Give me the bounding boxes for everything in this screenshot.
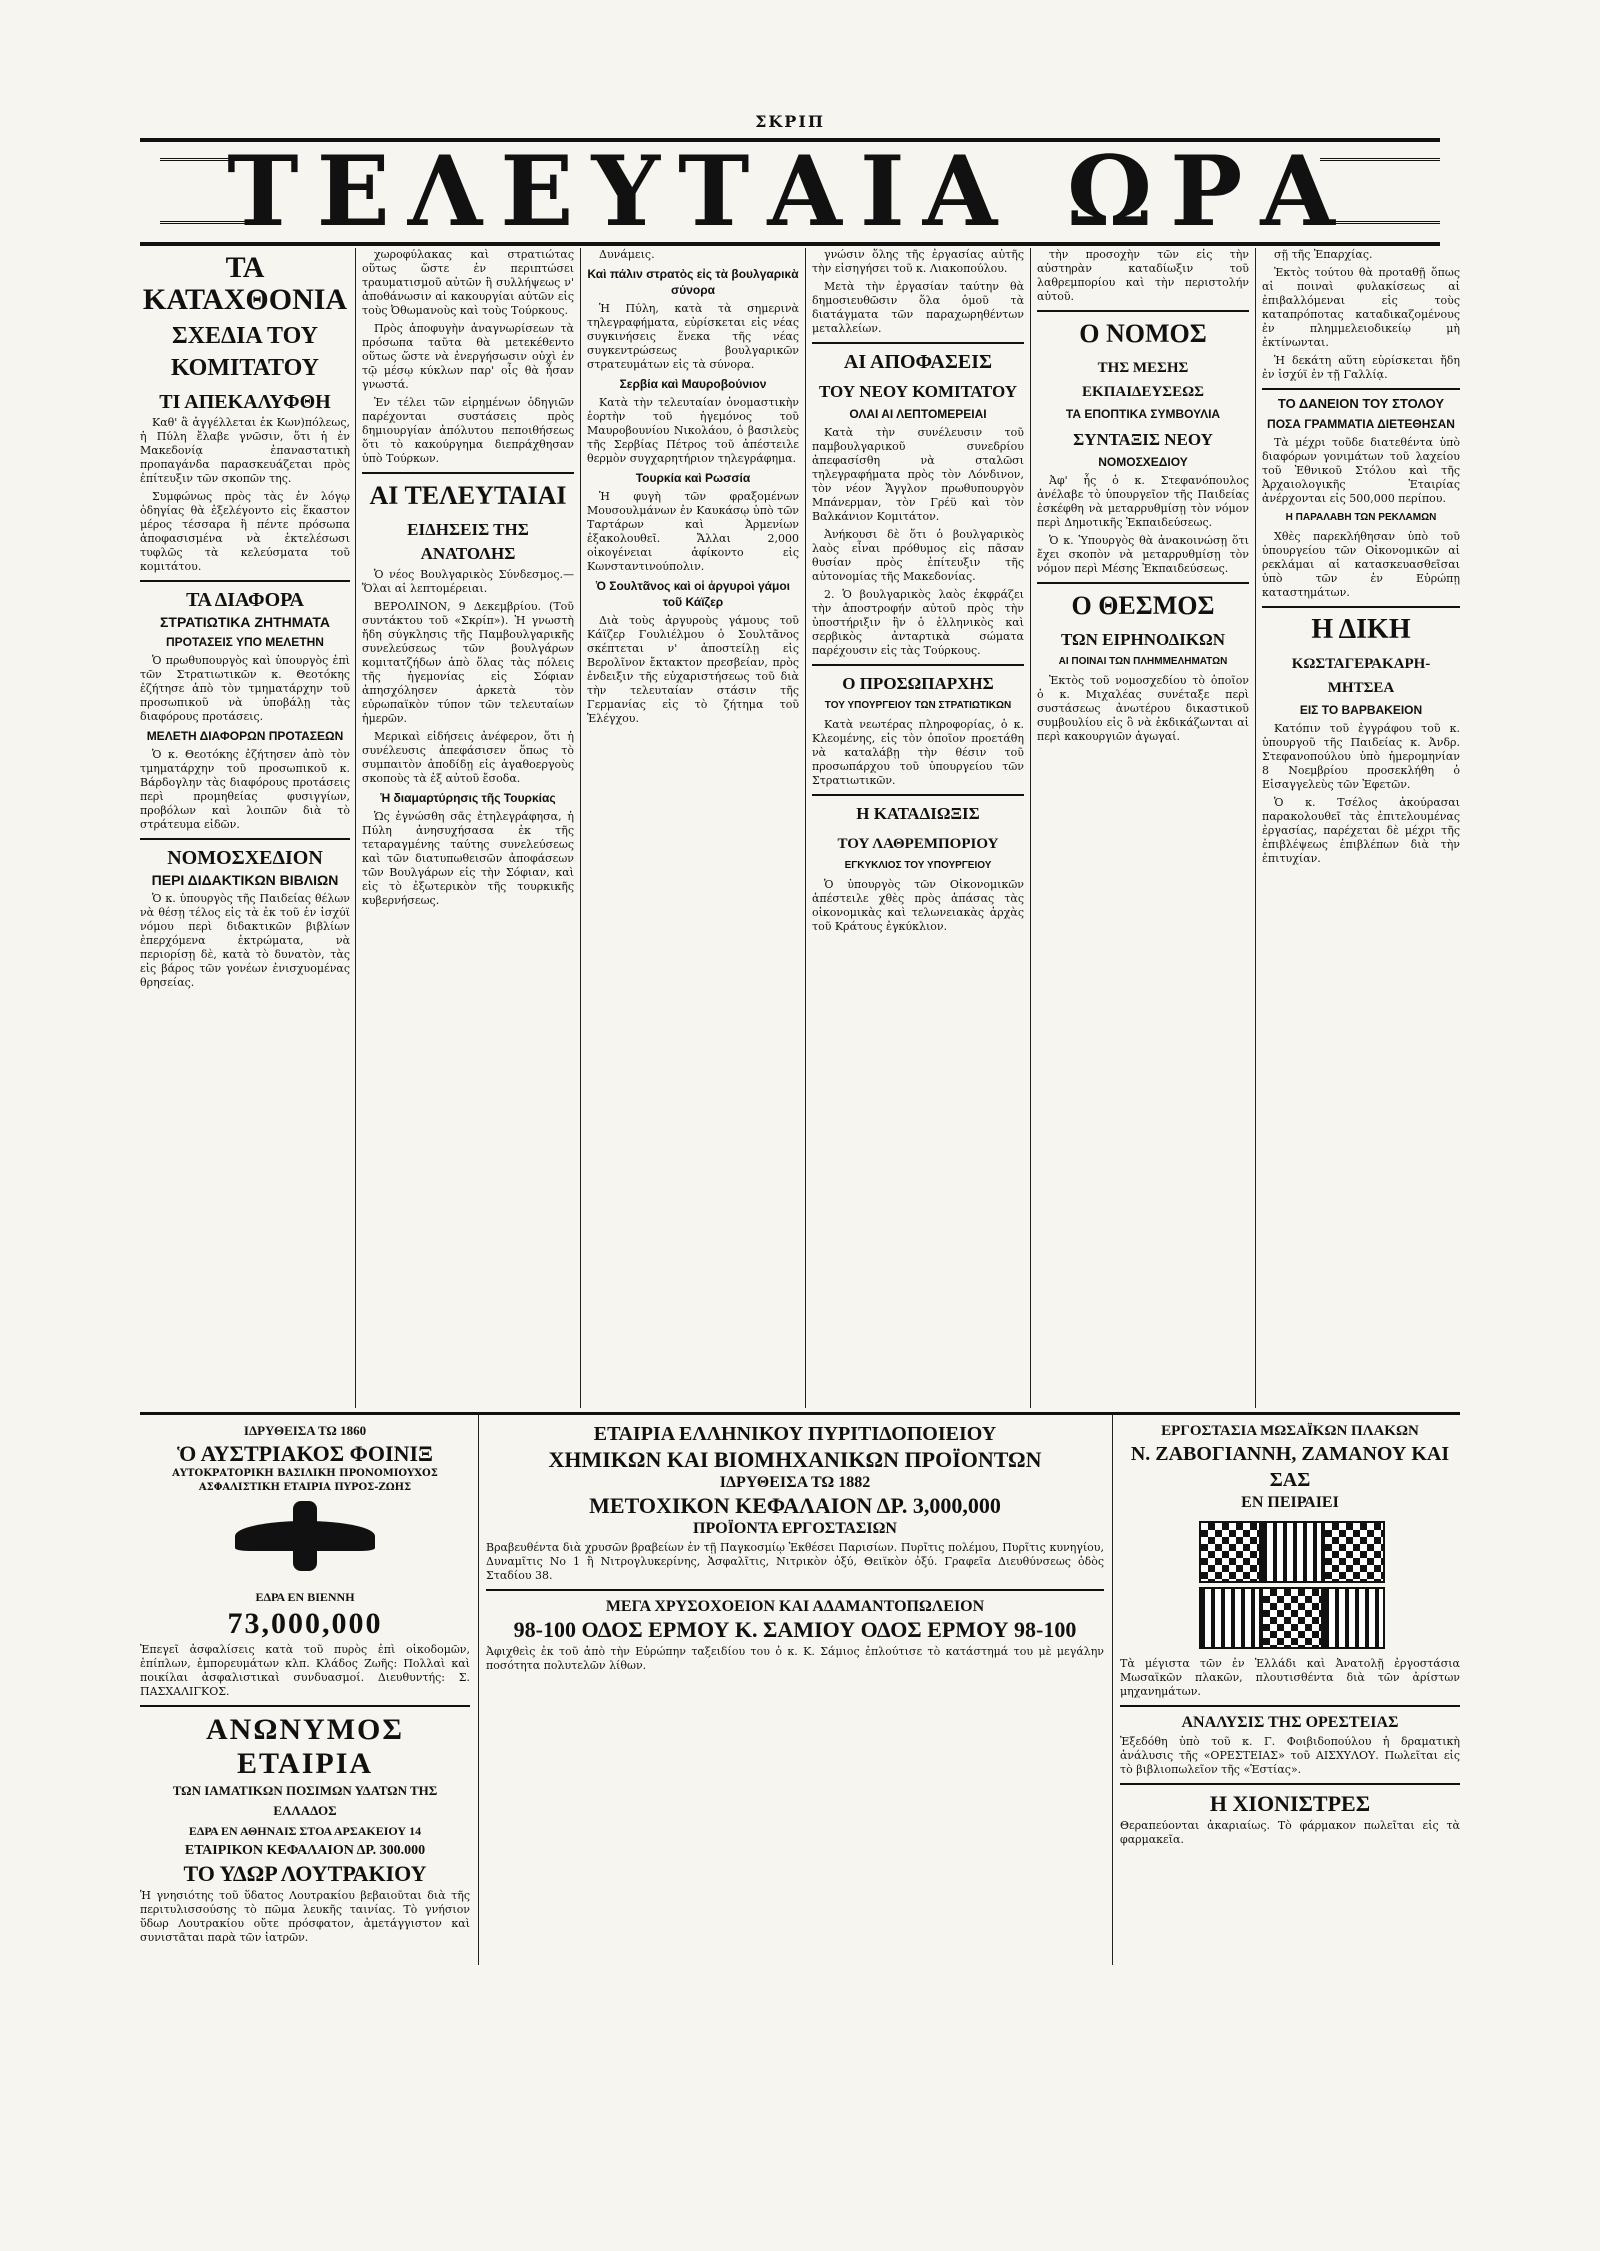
subheadline: ΜΕΛΕΤΗ ΔΙΑΦΟΡΩΝ ΠΡΟΤΑΣΕΩΝ — [146, 729, 344, 743]
ad-title: ΑΝΩΝΥΜΟΣ ΕΤΑΙΡΙΑ — [206, 1713, 404, 1780]
paragraph: Πρὸς ἀποφυγὴν ἀναγνωρίσεων τὰ πρόσωπα ταῦτα θὰ μετεκέθεντο οὕτως ὥστε νὰ ἐνεργήσωσιν οὐχὶ ἐν τῷ μέσῳ κύκλων παρ' οἷς θὰ ἦσαν γνωστά. — [362, 322, 574, 391]
paragraph: Κατὰ τὴν συνέλευσιν τοῦ παμβουλγαρικοῦ συνεδρίου ἀπεφασίσθη νὰ σταλῶσι τηλεγραφήματα πρὸς τὸν Λόνδινον, τὸν νέον Ἄγγλον πρωθυπουργὸν Μπάνερμαν, τὸν Γρέϋ καὶ τὸν Βαλκάνιον Κομιτάτον. — [812, 426, 1024, 523]
ad-text: Θεραπεύονται ἀκαριαίως. Τὸ φάρμακον πωλεῖται εἰς τὰ φαρμακεῖα. — [1120, 1819, 1460, 1846]
paragraph: Ὡς ἐγνώσθη σᾶς ἐτηλεγράφησα, ἡ Πύλη ἀνησυχήσασα ἐκ τῆς τεταραγμένης ταύτης συνελεύσεως καὶ τῶν διατυπωθεισῶν ἀποφάσεων τῶν Βουλγάρων εἰς τὴν Σόφιαν, καὶ εἰς τὸ ἐξωτερικὸν τῆς τουρκικῆς κυβερνήσεως. — [362, 810, 574, 907]
subheadline: ΣΤΡΑΤΙΩΤΙΚΑ ΖΗΤΗΜΑΤΑ — [160, 614, 330, 630]
paragraph: Ὁ κ. ὑπουργὸς τῆς Παιδείας θέλων νὰ θέσῃ τέλος εἰς τὰ ἐκ τοῦ ἐν ἰσχύϊ νόμου περὶ διδακτικῶν βιβλίων ἐπερχόμενα ἐκτρώματα, νὰ περιορίσῃ δὲ, κατὰ τὸ δυνατὸν, τὰς εἰς βάρος τῶν γονέων ἐνισχυομένας θρησείας. — [140, 892, 350, 989]
ad-text: Τὰ μέγιστα τῶν ἐν Ἑλλάδι καὶ Ἀνατολῇ ἐργοστάσια Μωσαϊκῶν πλακῶν, πλουτισθέντα διὰ τῶν ἀρίστων μηχανημάτων. — [1120, 1657, 1460, 1698]
column-2 — [362, 248, 574, 1408]
divider — [140, 838, 350, 840]
headline: Η ΚΑΤΑΔΙΩΞΙΣ — [856, 804, 980, 823]
paragraph: Ὁ νέος Βουλγαρικὸς Σύνδεσμος.—Ὅλαι αἱ λεπτομέρειαι. — [362, 568, 574, 595]
headline: ΣΧΕΔΙΑ ΤΟΥ ΚΟΜΙΤΑΤΟΥ — [171, 323, 319, 381]
paragraph: χωροφύλακας καὶ στρατιώτας οὕτως ὥστε ἐν περιπτώσει τραυματισμοῦ αὐτῶν ἢ συλλήψεως ν' ἀποθάνωσιν αἱ κακουργίαι αὐτῶν εἰς τοὺς Ὀθωμανοὺς καὶ τοὺς Τούρκους. — [362, 248, 574, 317]
headline: ΝΟΜΟΣΧΕΔΙΟΝ — [167, 847, 323, 869]
paragraph: Ἡ δεκάτη αὕτη εὑρίσκεται ἤδη ἐν ἰσχύϊ ἐν τῇ Γαλλίᾳ. — [1262, 354, 1460, 381]
paragraph: 2. Ὁ βουλγαρικὸς λαὸς ἐκφράζει τὴν ἀποστροφήν αὐτοῦ πρὸς τὴν ὑποστήριξιν ἣν ὁ ἑλληνικὸς καὶ σερβικὸς ἀνταρτικὰ σώματα παρέχουσιν εἰς τὰς Τούρκους. — [812, 588, 1024, 657]
masthead-title: ΤΕΛΕΥΤΑΙΑ ΩΡΑ — [227, 135, 1353, 248]
subheadline: ΠΕΡΙ ΔΙΔΑΚΤΙΚΩΝ ΒΙΒΛΙΩΝ — [151, 872, 339, 888]
headline: Ο ΝΟΜΟΣ — [1079, 319, 1207, 348]
column-6 — [1262, 248, 1460, 1408]
divider — [812, 342, 1024, 344]
mosaic-tile-grid — [1120, 1521, 1460, 1649]
ad-seat: ΕΔΡΑ ΕΝ ΒΙΕΝΝΗ — [255, 1590, 355, 1604]
subheadline: ΠΡΟΤΑΣΕΙΣ ΥΠΟ ΜΕΛΕΤΗΝ — [166, 635, 324, 649]
ad-capital: ΜΕΤΟΧΙΚΟΝ ΚΕΦΑΛΑΙΟΝ ΔΡ. 3,000,000 — [589, 1493, 1001, 1518]
divider — [1120, 1783, 1460, 1785]
advertisements — [140, 1412, 1460, 1975]
subheadline: ΕΓΚΥΚΛΙΟΣ ΤΟΥ ΥΠΟΥΡΓΕΙΟΥ — [844, 860, 992, 871]
divider — [140, 1705, 470, 1707]
paragraph: τὴν προσοχὴν τῶν εἰς τὴν αὐστηρὰν καταδίωξιν τοῦ λαθρεμπορίου καὶ τὴν περιστολήν αὐτοῦ. — [1037, 248, 1249, 303]
column-rule — [805, 248, 806, 1408]
subheadline: ΣΥΝΤΑΞΙΣ ΝΕΟΥ — [1073, 430, 1213, 449]
subheadline: Ὁ Σουλτᾶνος καὶ οἱ ἀργυροὶ γάμοι τοῦ Κάϊζερ — [595, 579, 791, 609]
paragraph: Ὁ ὑπουργὸς τῶν Οἰκονομικῶν ἀπέστειλε χθὲς πρὸς ἁπάσας τὰς οἰκονομικὰς καὶ τελωνειακὰς ἀρχὰς τοῦ Κράτους ἐγκύκλιον. — [812, 878, 1024, 933]
subheadline: ΑΙ ΠΟΙΝΑΙ ΤΩΝ ΠΛΗΜΜΕΛΗΜΑΤΩΝ — [1058, 656, 1228, 667]
headline: ΤΟΥ ΝΕΟΥ ΚΟΜΙΤΑΤΟΥ — [818, 382, 1018, 401]
paragraph: Ὁ κ. Ὑπουργὸς θὰ ἀνακοινώσῃ ὅτι ἔχει σκοπὸν νὰ μεταρρυθμίσῃ τὸν νόμον περὶ Μέσης Ἐκπαιδεύσεως. — [1037, 534, 1249, 575]
paragraph: Ἡ φυγὴ τῶν φραξομένων Μουσουλμάνων ἐν Καυκάσῳ ὑπὸ τῶν Ταρτάρων καὶ Ἀρμενίων ἐξακολουθεῖ. Ἄλλαι 2,000 οἰκογένειαι ἀφίκοντο εἰς Κωνσταντινούπολιν. — [587, 490, 799, 573]
paragraph: Χθὲς παρεκλήθησαν ὑπὸ τοῦ ὑπουργείου τῶν Οἰκονομικῶν αἱ ρεκλάμαι αἱ κατασκευασθεῖσαι ὑπὸ τῶν ἐν Εὐρώπῃ καταστημάτων. — [1262, 530, 1460, 599]
ad-text: Βραβευθέντα διὰ χρυσῶν βραβείων ἐν τῇ Παγκοσμίῳ Ἐκθέσει Παρισίων. Πυρῖτις πολέμου, Πυρῖτις κυνηγίου, Δυναμῖτις Νο 1 ἢ Νιτρογλυκερίνης, Ἀσφαλῖτις, Νιτρικὸν ὀξύ, Θειϊκὸν ὀξύ. Γραφεῖα Διευθύνσεως ὁδὸς Σταδίου 38. — [486, 1541, 1104, 1582]
subheadline: ΤΗΣ ΜΕΣΗΣ ΕΚΠΑΙΔΕΥΣΕΩΣ — [1082, 360, 1204, 400]
divider — [1262, 606, 1460, 608]
headline: ΤΟ ΔΑΝΕΙΟΝ ΤΟΥ ΣΤΟΛΟΥ — [1277, 396, 1445, 411]
subheadline: Τουρκία καὶ Ρωσσία — [635, 471, 751, 485]
mosaic-tile-icon — [1261, 1587, 1323, 1649]
paragraph: Μερικαὶ εἰδήσεις ἀνέφερον, ὅτι ἡ συνέλευσις ἀπεφάσισεν ὅπως τὸ συμπαιτὸν ἀποδίδῃ εἰς ἀγαθοεργοὺς σκοποὺς τὰ ἐξ αὐτοῦ ἔσοδα. — [362, 730, 574, 785]
ad-subtitle: ΕΝ ΠΕΙΡΑΙΕΙ — [1241, 1494, 1339, 1511]
subheadline: ΚΩΣΤΑΓΕΡΑΚΑΡΗ-ΜΗΤΣΕΑ — [1291, 656, 1431, 696]
subheadline: Καὶ πάλιν στρατὸς εἰς τὰ βουλγαρικὰ σύνορα — [587, 267, 799, 297]
divider — [1037, 582, 1249, 584]
paragraph: Καθ' ἃ ἀγγέλλεται ἐκ Κων)πόλεως, ἡ Πύλη ἔλαβε γνῶσιν, ὅτι ἡ ἐν Μακεδονίᾳ ἐπαναστατικὴ προπαγάνδα παρασκευάζεται πρὸς ἐπίτευξιν τῶν σκοπῶν της. — [140, 416, 350, 485]
paragraph: Τὰ μέχρι τοῦδε διατεθέντα ὑπὸ διαφόρων γονιμάτων τοῦ λαχείου τοῦ Ἐθνικοῦ Στόλου καὶ τῆς Ἀρχαιολογικῆς Ἑταιρίας ἀνέρχονται εἰς 500,000 περίπου. — [1262, 436, 1460, 505]
column-4 — [812, 248, 1024, 1408]
paragraph: Κατὰ νεωτέρας πληροφορίας, ὁ κ. Κλεομένης, εἰς τὸν ὁποῖον προετάθη νὰ καταλάβῃ τὴν θέσιν τοῦ προσωπάρχου τοῦ ὑπουργείου τῶν Στρατιωτικῶν. — [812, 718, 1024, 787]
ad-title: Ὁ ΑΥΣΤΡΙΑΚΟΣ ΦΟΙΝΙΞ — [177, 1441, 433, 1466]
paragraph: Ὁ πρωθυπουργὸς καὶ ὑπουργὸς ἐπὶ τῶν Στρατιωτικῶν κ. Θεοτόκης ἐζήτησε ἀπὸ τὸν τμηματάρχην τοῦ προσωπικοῦ νὰ ὑποβάλῃ τὰς διαφόρους προτάσεις. — [140, 654, 350, 723]
ad-capital: ΕΤΑΙΡΙΚΟΝ ΚΕΦΑΛΑΙΟΝ ΔΡ. 300.000 — [184, 1843, 426, 1858]
paragraph: γνώσιν ὅλης τῆς ἐργασίας αὐτῆς τὴν εἰσηγήσει τοῦ κ. Λιακοπούλου. — [812, 248, 1024, 275]
ad-address: 98-100 ΟΔΟΣ ΕΡΜΟΥ Κ. ΣΑΜΙΟΥ ΟΔΟΣ ΕΡΜΟΥ 98-100 — [513, 1617, 1077, 1642]
ad-text: Ἐξεδόθη ὑπὸ τοῦ κ. Γ. Φοιβιδοπούλου ἡ δραματικὴ ἀνάλυσις τῆς «ΟΡΕΣΤΕΙΑΣ» τοῦ ΑΙΣΧΥΛΟΥ. Πωλεῖται εἰς τὸ βιβλιοπωλεῖον τῆς «Ἑστίας». — [1120, 1735, 1460, 1776]
article-columns — [140, 248, 1460, 1408]
ad-capital: 73,000,000 — [227, 1607, 383, 1640]
subheadline: Η ΠΑΡΑΛΑΒΗ ΤΩΝ ΡΕΚΛΑΜΩΝ — [1285, 512, 1437, 523]
headline: Ο ΘΕΣΜΟΣ — [1071, 591, 1215, 620]
mosaic-tile-icon — [1199, 1587, 1261, 1649]
divider — [812, 794, 1024, 796]
subheadline: ΠΟΣΑ ΓΡΑΜΜΑΤΙΑ ΔΙΕΤΕΘΗΣΑΝ — [1267, 417, 1455, 431]
newspaper-name: ΣΚΡΙΠ — [755, 112, 825, 131]
paragraph: Μετὰ τὴν ἐργασίαν ταύτην θὰ δημοσιευθῶσιν ὅλα ὁμοῦ τὰ διατάγματα τῶν παραχωρηθέντων μεταλλείων. — [812, 280, 1024, 335]
headline: Ο ΠΡΟΣΩΠΑΡΧΗΣ — [842, 674, 994, 693]
divider — [486, 1589, 1104, 1591]
paragraph: ΒΕΡΟΛΙΝΟΝ, 9 Δεκεμβρίου. (Τοῦ συντάκτου τοῦ «Σκρίπ»). Ἡ γνωστὴ ἤδη σύγκλησις τῆς Παμβουλγαρικῆς συνελεύσεως τῶν βουλγάρων κομιτατζήδων ἀπὸ ὅλας τὰς πόλεις τῆς ἡγεμονίας εἰς Σόφιαν ἀπησχόλησεν ἀρκετὰ τὸν εὐρωπαϊκὸν τύπον τῶν τελευταίων ἡμερῶν. — [362, 600, 574, 725]
ad-title: ΕΡΓΟΣΤΑΣΙΑ ΜΩΣΑΪΚΩΝ ΠΛΑΚΩΝ — [1161, 1423, 1419, 1439]
mosaic-tile-icon — [1323, 1587, 1385, 1649]
paragraph: Ἐκτὸς τούτου θὰ προταθῇ ὅπως αἱ ποιναὶ φυλακίσεως αἱ ἐπιβαλλόμεναι εἰς τοὺς καταπρόποτας καταδικαζομένους ἐν πλημμελειοδικείῳ μὴ ἐκτίνωνται. — [1262, 266, 1460, 349]
ad-text: Ἀφιχθεὶς ἐκ τοῦ ἀπὸ τὴν Εὐρώπην ταξειδίου του ὁ κ. Κ. Σάμιος ἐπλούτισε τὸ κατάστημά του μὲ μεγάλην ποσότητα πολυτελῶν λίθων. — [486, 1645, 1104, 1672]
subheadline: ΤΟΥ ΛΑΘΡΕΜΠΟΡΙΟΥ — [837, 836, 999, 852]
paragraph: Ὁ κ. Θεοτόκης ἐζήτησεν ἀπὸ τὸν τμηματάρχην τοῦ προσωπικοῦ κ. Βάρδογλην τὰς διαφόρους προτάσεις περὶ προμηθείας φυσιγγίων, προβόλων καὶ λοιπῶν διὰ τὸ στράτευμα εἰδῶν. — [140, 748, 350, 831]
ad-subtitle: ΑΥΤΟΚΡΑΤΟΡΙΚΗ ΒΑΣΙΛΙΚΗ ΠΡΟΝΟΜΙΟΥΧΟΣ ΑΣΦΑΛΙΣΤΙΚΗ ΕΤΑΙΡΙΑ ΠΥΡΟΣ-ΖΩΗΣ — [172, 1468, 438, 1493]
ad-text: Ἐπεγεῖ ἀσφαλίσεις κατὰ τοῦ πυρὸς ἐπὶ οἰκοδομῶν, ἐπίπλων, ἐμπορευμάτων κλπ. Κλάδος Ζωῆς: Πολλαὶ καὶ ποικίλαι ἀσφαλιστικαὶ συνδυασμοί. Διευθυντής: Σ. ΠΑΣΧΑΛΙΓΚΟΣ. — [140, 1643, 470, 1698]
paragraph: Διὰ τοὺς ἀργυροὺς γάμους τοῦ Κάϊζερ Γουλιέλμου ὁ Σουλτᾶνος σκέπτεται ν' ἀποστείλῃ εἰς Βερολῖνον ἔκτακτον πρεσβείαν, πρὸς ἐνδειξιν τῆς εὐχαριστήσεως τοῦ διὰ τὴν τελευταίαν στάσιν τῆς Γερμανίας εἰς τὸ ζήτημα τοῦ Ἑλέγχου. — [587, 614, 799, 725]
paragraph: Ἐκτὸς τοῦ νομοσχεδίου τὸ ὁποῖον ὁ κ. Μιχαλέας συνέταξε περὶ συστάσεως ἀνωτέρου δικαστικοῦ συμβουλίου εἰς ὃ νὰ ἐκδικάζωνται αἱ περὶ κακουργιῶν ἀγωγαί. — [1037, 674, 1249, 743]
ad-subtitle: ΕΔΡΑ ΕΝ ΑΘΗΝΑΙΣ ΣΤΟΑ ΑΡΣΑΚΕΙΟΥ 14 — [188, 1824, 422, 1838]
ad-title: ΧΗΜΙΚΩΝ ΚΑΙ ΒΙΟΜΗΧΑΝΙΚΩΝ ΠΡΟΪΟΝΤΩΝ — [548, 1447, 1042, 1472]
column-1 — [140, 248, 350, 1408]
ad-rule — [478, 1415, 479, 1965]
ad-founded: ΙΔΡΥΘΕΙΣΑ ΤΩ 1860 — [243, 1423, 367, 1438]
masthead — [140, 135, 1440, 248]
column-5 — [1037, 248, 1249, 1408]
column-3 — [587, 248, 799, 1408]
paragraph: Ἐν τέλει τῶν εἰρημένων ὁδηγιῶν παρέχονται συστάσεις πρὸς δημιουργίαν ἀπόλυτου πεποιθήσεως ὅτι τὸ κακούργημα διεπράχθησαν ὑπὸ Τούρκων. — [362, 396, 574, 465]
ad-rule — [1112, 1415, 1113, 1965]
paragraph: Δυνάμεις. — [599, 248, 655, 261]
headline: ΤΑ ΚΑΤΑΧΘΟΝΙΑ — [142, 251, 348, 316]
subheadline: ΤΟΥ ΥΠΟΥΡΓΕΙΟΥ ΤΩΝ ΣΤΡΑΤΙΩΤΙΚΩΝ — [824, 700, 1012, 711]
ad-founded: ΙΔΡΥΘΕΙΣΑ ΤΩ 1882 — [719, 1474, 871, 1491]
ad-gunpowder-company — [486, 1421, 1104, 1971]
mosaic-tile-icon — [1261, 1521, 1323, 1583]
subheadline: ΝΟΜΟΣΧΕΔΙΟΥ — [1098, 455, 1188, 469]
subheadline: Ἡ διαμαρτύρησις τῆς Τουρκίας — [380, 791, 556, 805]
paragraph: σῇ τῆς Ἐπαρχίας. — [1274, 248, 1373, 261]
divider — [362, 472, 574, 474]
divider — [1037, 310, 1249, 312]
subheadline: ΤΑ ΕΠΟΠΤΙΚΑ ΣΥΜΒΟΥΛΙΑ — [1065, 407, 1221, 421]
ad-title: Ν. ΖΑΒΟΓΙΑΝΝΗ, ΖΑΜΑΝΟΥ ΚΑΙ ΣΑΣ — [1130, 1443, 1450, 1491]
divider — [1120, 1705, 1460, 1707]
ad-title: ΑΝΑΛΥΣΙΣ ΤΗΣ ΟΡΕΣΤΕΙΑΣ — [1181, 1714, 1399, 1731]
ad-title: ΕΤΑΙΡΙΑ ΕΛΛΗΝΙΚΟΥ ΠΥΡΙΤΙΔΟΠΟΙΕΙΟΥ — [593, 1423, 997, 1445]
ad-phoenix-insurance — [140, 1421, 470, 1971]
mosaic-tile-icon — [1199, 1521, 1261, 1583]
column-rule — [1255, 248, 1256, 1408]
headline: ΑΙ ΑΠΟΦΑΣΕΙΣ — [843, 351, 993, 373]
ad-mosaic-tiles — [1120, 1421, 1460, 1971]
ad-title: Η ΧΙΟΝΙΣΤΡΕΣ — [1209, 1791, 1371, 1816]
eagle-emblem-icon — [235, 1501, 375, 1581]
column-rule — [355, 248, 356, 1408]
ad-text: Ἡ γνησιότης τοῦ ὕδατος Λουτρακίου βεβαιοῦται διὰ τῆς περιτυλισσούσης τὸ πῶμα λευκῆς ταινίας. Τὸ γνήσιον ὕδωρ Λουτρακίου οὔτε πρόσφατον, ἀμετάγγιστον καὶ συνιστᾶται παρὰ τῶν ἰατρῶν. — [140, 1889, 470, 1944]
paragraph: Ἡ Πύλη, κατὰ τὰ σημερινὰ τηλεγραφήματα, εὑρίσκεται εἰς νέας συγκινήσεις ἕνεκα τῆς νέας συγκεντρώσεως βουλγαρικῶν στρατευμάτων εἰς τὰ σύνορα. — [587, 302, 799, 371]
ad-subtitle: ΠΡΟΪΟΝΤΑ ΕΡΓΟΣΤΑΣΙΩΝ — [693, 1520, 897, 1537]
paragraph: Κατόπιν τοῦ ἐγγράφου τοῦ κ. ὑπουργοῦ τῆς Παιδείας κ. Ἀνδρ. Στεφανοπούλου ὑπὸ ἡμερομηνίαν 8 Νοεμβρίου προσεκλήθη ὁ Εἰσαγγελεὺς τῶν Ἐφετῶν. — [1262, 722, 1460, 791]
subheadline: ΟΛΑΙ ΑΙ ΛΕΠΤΟΜΕΡΕΙΑΙ — [849, 407, 987, 421]
paragraph: Κατὰ τὴν τελευταίαν ὀνομαστικὴν ἑορτὴν τοῦ ἡγεμόνος τοῦ Μαυροβουνίου Νικολάου, ὁ βασιλεὺς τῆς Σερβίας Πέτρος τοῦ ἀπέστειλε θερμὸν συγχαρητήριον τηλεγράφημα. — [587, 396, 799, 465]
subheadline: ΤΩΝ ΕΙΡΗΝΟΔΙΚΩΝ — [1060, 630, 1226, 649]
ad-product: ΤΟ ΥΔΩΡ ΛΟΥΤΡΑΚΙΟΥ — [183, 1861, 427, 1886]
column-rule — [580, 248, 581, 1408]
paragraph: Συμφώνως πρὸς τὰς ἐν λόγῳ ὁδηγίας θὰ ἐξελέγοντο εἰς ἕκαστον μέρος τέσσαρα ἢ πέντε πρόσωπα ἀποφασισμένα νὰ ἐκτελέσωσι τυφλῶς τὰ κελεύσματα τοῦ κομιτάτου. — [140, 490, 350, 573]
divider — [812, 664, 1024, 666]
subheadline: ΕΙΔΗΣΕΙΣ ΤΗΣ ΑΝΑΤΟΛΗΣ — [407, 520, 529, 563]
subheadline: Σερβία καὶ Μαυροβούνιον — [619, 377, 767, 391]
headline: ΑΙ ΤΕΛΕΥΤΑΙΑΙ — [369, 481, 567, 510]
ad-subtitle: ΤΩΝ ΙΑΜΑΤΙΚΩΝ ΠΟΣΙΜΩΝ ΥΔΑΤΩΝ ΤΗΣ ΕΛΛΑΔΟΣ — [172, 1783, 438, 1818]
subheadline: ΤΙ ΑΠΕΚΑΛΥΦΘΗ — [159, 391, 331, 413]
paragraph: Ὁ κ. Τσέλος ἀκούρασαι παρακολουθεῖ τὰς ἐπιτελουμένας ἐργασίας, παρέχεται δὲ μέχρι τῆς ἐπιβλέψεως ἐπιβλέπων διὰ τὴν ἐπιτυχίαν. — [1262, 796, 1460, 865]
divider — [1262, 388, 1460, 390]
divider — [140, 580, 350, 582]
paragraph: Ἀφ' ἧς ὁ κ. Στεφανόπουλος ἀνέλαβε τὸ ὑπουργεῖον τῆς Παιδείας ἐσκέφθη νὰ μεταρρυθμίσῃ τὸν νόμον περὶ Δημοτικῆς Ἐκπαιδεύσεως. — [1037, 474, 1249, 529]
mosaic-tile-icon — [1323, 1521, 1385, 1583]
subheadline: ΕΙΣ ΤΟ ΒΑΡΒΑΚΕΙΟΝ — [1299, 703, 1423, 717]
ad-title: ΜΕΓΑ ΧΡΥΣΟΧΟΕΙΟΝ ΚΑΙ ΑΔΑΜΑΝΤΟΠΩΛΕΙΟΝ — [605, 1598, 985, 1615]
headline: Η ΔΙΚΗ — [1311, 614, 1411, 645]
paragraph: Ἀνήκουσι δὲ ὅτι ὁ βουλγαρικὸς λαὸς εἶναι πρόθυμος εἰς πᾶσαν θυσίαν πρὸς ἐπίτευξιν τῆς αὐτονομίας τῆς Μακεδονίας. — [812, 528, 1024, 583]
column-rule — [1030, 248, 1031, 1408]
headline: ΤΑ ΔΙΑΦΟΡΑ — [186, 589, 304, 611]
